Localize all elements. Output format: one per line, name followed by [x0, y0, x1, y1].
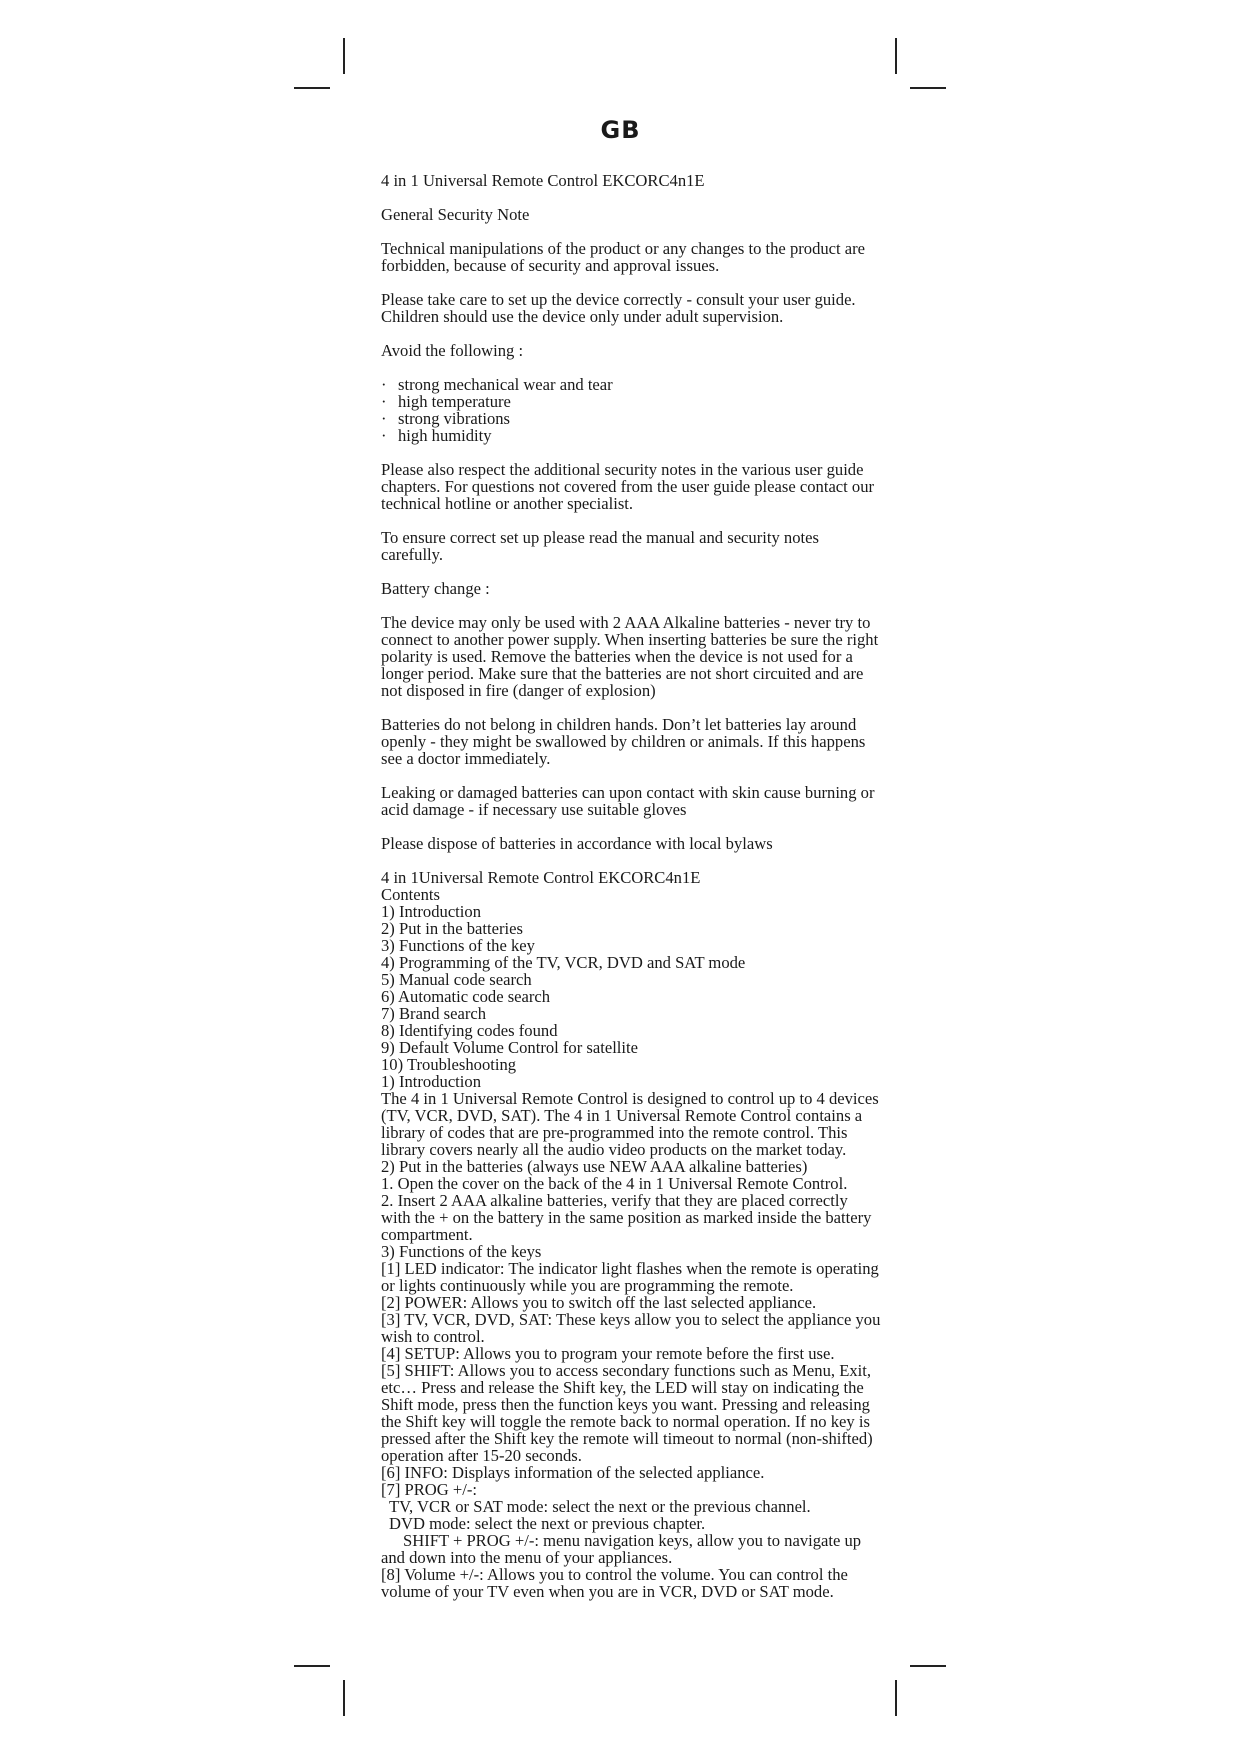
- key-description-prog-dvd: DVD mode: select the next or previous chapter.: [389, 1514, 706, 1533]
- toc-item: 2) Put in the batteries: [381, 919, 523, 938]
- paragraph-battery-usage: The device may only be used with 2 AAA Alkaline batteries - never try to connect to another power supply. When inserting batteries be sure the right polarity is used. Remove the batteries when the device is not used for a longer period. Make sure that the batteries are not short circuited and are not disposed in fire (danger of explosion): [381, 613, 879, 700]
- crop-mark: [910, 1665, 946, 1667]
- paragraph-ensure: To ensure correct set up please read the manual and security notes carefully.: [381, 528, 819, 564]
- crop-mark: [910, 87, 946, 89]
- toc-item: 8) Identifying codes found: [381, 1021, 558, 1040]
- batteries-step: 1. Open the cover on the back of the 4 in 1 Universal Remote Control.: [381, 1174, 848, 1193]
- toc-item: 5) Manual code search: [381, 970, 532, 989]
- avoid-list: [381, 376, 881, 444]
- key-description-info: [6] INFO: Displays information of the selected appliance.: [381, 1463, 765, 1482]
- battery-title: Battery change :: [381, 579, 490, 598]
- key-description-led: [1] LED indicator: The indicator light flashes when the remote is operating or lights continuously while you are programming the remote.: [381, 1259, 879, 1295]
- key-description-prog: [7] PROG +/-:: [381, 1480, 478, 1499]
- paragraph-setup: Please take care to set up the device correctly - consult your user guide. Children should use the device only under adult supervision.: [381, 290, 856, 326]
- key-description-prog-tv: TV, VCR or SAT mode: select the next or the previous channel.: [389, 1497, 811, 1516]
- list-item: · strong mechanical wear and tear: [381, 376, 881, 393]
- list-item: · high humidity: [381, 427, 881, 444]
- list-item: · strong vibrations: [381, 410, 881, 427]
- page-heading-country-code: GB: [600, 116, 641, 144]
- toc-item: 10) Troubleshooting: [381, 1055, 517, 1074]
- crop-mark: [343, 1680, 345, 1716]
- avoid-title: Avoid the following :: [381, 341, 524, 360]
- key-description-power: [2] POWER: Allows you to switch off the last selected appliance.: [381, 1293, 817, 1312]
- crop-mark: [294, 87, 330, 89]
- manual-title: 4 in 1Universal Remote Control EKCORC4n1E: [381, 868, 701, 887]
- intro-text: The 4 in 1 Universal Remote Control is designed to control up to 4 devices (TV, VCR, DVD, SAT). The 4 in 1 Universal Remote Control contains a library of codes that are pre-programmed into the remote control. This library covers nearly all the audio video products on the market today.: [381, 1089, 879, 1159]
- paragraph-battery-children: Batteries do not belong in children hands. Don’t let batteries lay around openly - they might be swallowed by children or animals. If this happens see a doctor immediately.: [381, 715, 866, 768]
- paragraph-respect: Please also respect the additional security notes in the various user guide chapters. For questions not covered from the user guide please contact our technical hotline or another specialist.: [381, 460, 875, 513]
- toc-item: 7) Brand search: [381, 1004, 487, 1023]
- toc-item: 1) Introduction: [381, 902, 482, 921]
- paragraph-battery-leaking: Leaking or damaged batteries can upon contact with skin cause burning or acid damage - if necessary use suitable gloves: [381, 783, 875, 819]
- contents-label: Contents: [381, 885, 441, 904]
- section-title-general-security: General Security Note: [381, 205, 530, 224]
- batteries-step: 2. Insert 2 AAA alkaline batteries, verify that they are placed correctly with the + on the battery in the same position as marked inside the battery compartment.: [381, 1191, 872, 1244]
- crop-mark: [343, 38, 345, 74]
- document-body: [381, 172, 881, 1600]
- list-item: · high temperature: [381, 393, 881, 410]
- toc-item: 6) Automatic code search: [381, 987, 551, 1006]
- manual-section: [381, 869, 881, 1600]
- key-description-volume: [8] Volume +/-: Allows you to control the volume. You can control the volume of your TV even when you are in VCR, DVD or SAT mode.: [381, 1565, 848, 1601]
- toc-item: 3) Functions of the key: [381, 936, 535, 955]
- intro-heading: 1) Introduction: [381, 1072, 482, 1091]
- toc-item: 9) Default Volume Control for satellite: [381, 1038, 638, 1057]
- shift-prog-text: SHIFT + PROG +/-: menu navigation keys, allow you to navigate up and down into the menu of your appliances.: [381, 1531, 862, 1567]
- paragraph-manipulations: Technical manipulations of the product or any changes to the product are forbidden, because of security and approval issues.: [381, 239, 866, 275]
- crop-mark: [895, 38, 897, 74]
- key-description-setup: [4] SETUP: Allows you to program your remote before the first use.: [381, 1344, 835, 1363]
- keys-heading: 3) Functions of the keys: [381, 1242, 542, 1261]
- key-description-prog-shift: [381, 1532, 881, 1566]
- paragraph-dispose: Please dispose of batteries in accordance with local bylaws: [381, 834, 773, 853]
- crop-mark: [294, 1665, 330, 1667]
- product-title: 4 in 1 Universal Remote Control EKCORC4n1E: [381, 171, 705, 190]
- batteries-heading: 2) Put in the batteries (always use NEW AAA alkaline batteries): [381, 1157, 808, 1176]
- toc-item: 4) Programming of the TV, VCR, DVD and SAT mode: [381, 953, 746, 972]
- key-description-shift: [5] SHIFT: Allows you to access secondary functions such as Menu, Exit, etc… Press and release the Shift key, the LED will stay on indicating the Shift mode, press then the function keys you want. Pressing and releasing the Shift key will toggle the remote back to normal operation. If no key is pressed after the Shift key the remote will timeout to normal (non-shifted) operation after 15-20 seconds.: [381, 1361, 873, 1465]
- key-description-device-select: [3] TV, VCR, DVD, SAT: These keys allow you to select the appliance you wish to control.: [381, 1310, 881, 1346]
- crop-mark: [895, 1680, 897, 1716]
